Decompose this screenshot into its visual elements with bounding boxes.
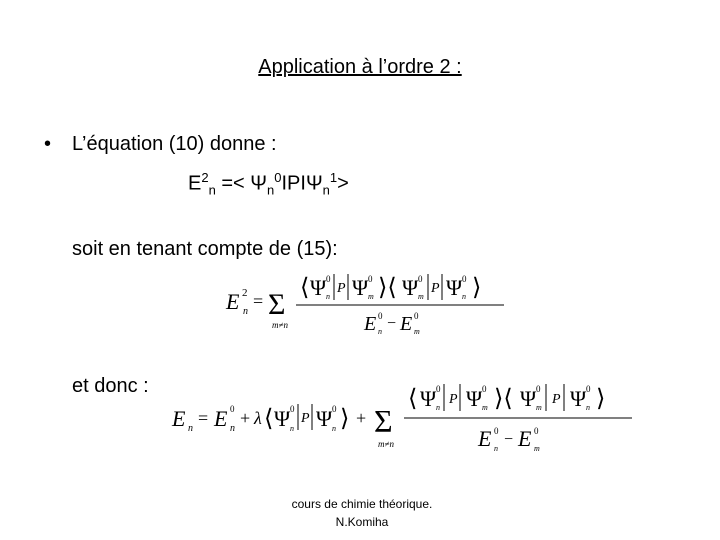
svg-text:n: n [243, 306, 248, 317]
svg-text:0: 0 [536, 384, 541, 394]
bullet-symbol: • [44, 133, 52, 155]
svg-text:E: E [400, 313, 413, 335]
svg-text:m≠n: m≠n [378, 439, 394, 449]
svg-text:Ψ: Ψ [446, 275, 463, 300]
svg-text:Ψ: Ψ [402, 275, 419, 300]
svg-text:m: m [482, 403, 488, 412]
svg-text:n: n [462, 292, 466, 301]
svg-text:⟨: ⟨ [264, 406, 274, 432]
svg-text:0: 0 [290, 404, 295, 414]
svg-text:0: 0 [326, 274, 331, 284]
svg-text:E: E [478, 426, 492, 451]
svg-text:n: n [188, 423, 193, 434]
svg-text:⟩: ⟩ [340, 406, 350, 432]
therefore-text: et donc : [72, 375, 149, 397]
svg-text:⟩⟨: ⟩⟨ [378, 275, 397, 301]
svg-text:0: 0 [494, 426, 499, 436]
svg-text:n: n [586, 403, 590, 412]
svg-text:−: − [504, 431, 514, 448]
svg-text:0: 0 [436, 384, 441, 394]
svg-text:n: n [230, 423, 235, 434]
svg-text:0: 0 [418, 274, 423, 284]
formula-second-order-energy [222, 262, 512, 342]
consider-text: soit en tenant compte de (15): [72, 238, 338, 260]
svg-text:0: 0 [332, 404, 337, 414]
footer-course: cours de chimie théorique. [291, 497, 433, 511]
svg-text:n: n [332, 424, 336, 433]
svg-text:=: = [198, 408, 209, 428]
svg-text:⟩: ⟩ [472, 275, 482, 301]
svg-text:Ψ: Ψ [310, 275, 327, 300]
svg-text:n: n [378, 327, 382, 336]
svg-text:m: m [414, 327, 420, 336]
svg-text:+: + [240, 408, 251, 428]
svg-text:P: P [337, 281, 346, 296]
slide-title: Application à l’ordre 2 : [258, 56, 462, 78]
svg-text:n: n [326, 292, 330, 301]
svg-text:E: E [226, 289, 240, 314]
svg-text:+: + [356, 408, 367, 428]
svg-text:n: n [290, 424, 294, 433]
svg-text:0: 0 [586, 384, 591, 394]
svg-text:λ: λ [254, 408, 262, 428]
svg-text:0: 0 [414, 311, 419, 321]
svg-text:E: E [518, 426, 532, 451]
svg-text:P: P [449, 392, 458, 407]
svg-text:P: P [431, 281, 440, 296]
svg-text:m≠n: m≠n [272, 320, 288, 330]
svg-text:m: m [536, 403, 542, 412]
svg-text:−: − [387, 315, 397, 332]
svg-text:Ψ: Ψ [274, 406, 291, 431]
svg-text:m: m [418, 292, 424, 301]
svg-text:Ψ: Ψ [316, 406, 333, 431]
svg-text:E: E [172, 406, 186, 431]
svg-text:Ψ: Ψ [420, 386, 437, 411]
svg-text:Ψ: Ψ [466, 386, 483, 411]
svg-text:=: = [253, 291, 264, 311]
svg-text:0: 0 [230, 404, 235, 414]
svg-text:E: E [214, 406, 228, 431]
energy-equation: $E^2_n =< \Psi_n^0IPI\Psi_n^1>$ [188, 170, 349, 198]
svg-text:P: P [552, 392, 561, 407]
footer-author: N.Komiha [335, 515, 389, 529]
svg-text:P: P [301, 411, 310, 426]
formula-total-energy [168, 374, 638, 456]
svg-text:⟩⟨: ⟩⟨ [494, 386, 513, 412]
svg-text:0: 0 [534, 426, 539, 436]
svg-text:0: 0 [482, 384, 487, 394]
svg-text:⟩: ⟩ [596, 386, 606, 412]
svg-text:2: 2 [242, 287, 248, 299]
svg-text:m: m [534, 444, 540, 453]
bullet-text: L’équation (10) donne : [72, 133, 277, 155]
svg-text:Σ: Σ [268, 288, 286, 321]
svg-text:m: m [368, 292, 374, 301]
footer-credit [262, 495, 462, 531]
svg-text:0: 0 [368, 274, 373, 284]
svg-text:Ψ: Ψ [352, 275, 369, 300]
svg-text:0: 0 [462, 274, 467, 284]
svg-text:E: E [364, 313, 377, 335]
svg-text:n: n [494, 444, 498, 453]
svg-text:⟨: ⟨ [408, 386, 418, 412]
svg-text:0: 0 [378, 311, 383, 321]
svg-text:Σ: Σ [374, 403, 393, 439]
svg-text:Ψ: Ψ [520, 386, 537, 411]
svg-text:Ψ: Ψ [570, 386, 587, 411]
svg-text:⟨: ⟨ [300, 275, 310, 301]
svg-text:n: n [436, 403, 440, 412]
